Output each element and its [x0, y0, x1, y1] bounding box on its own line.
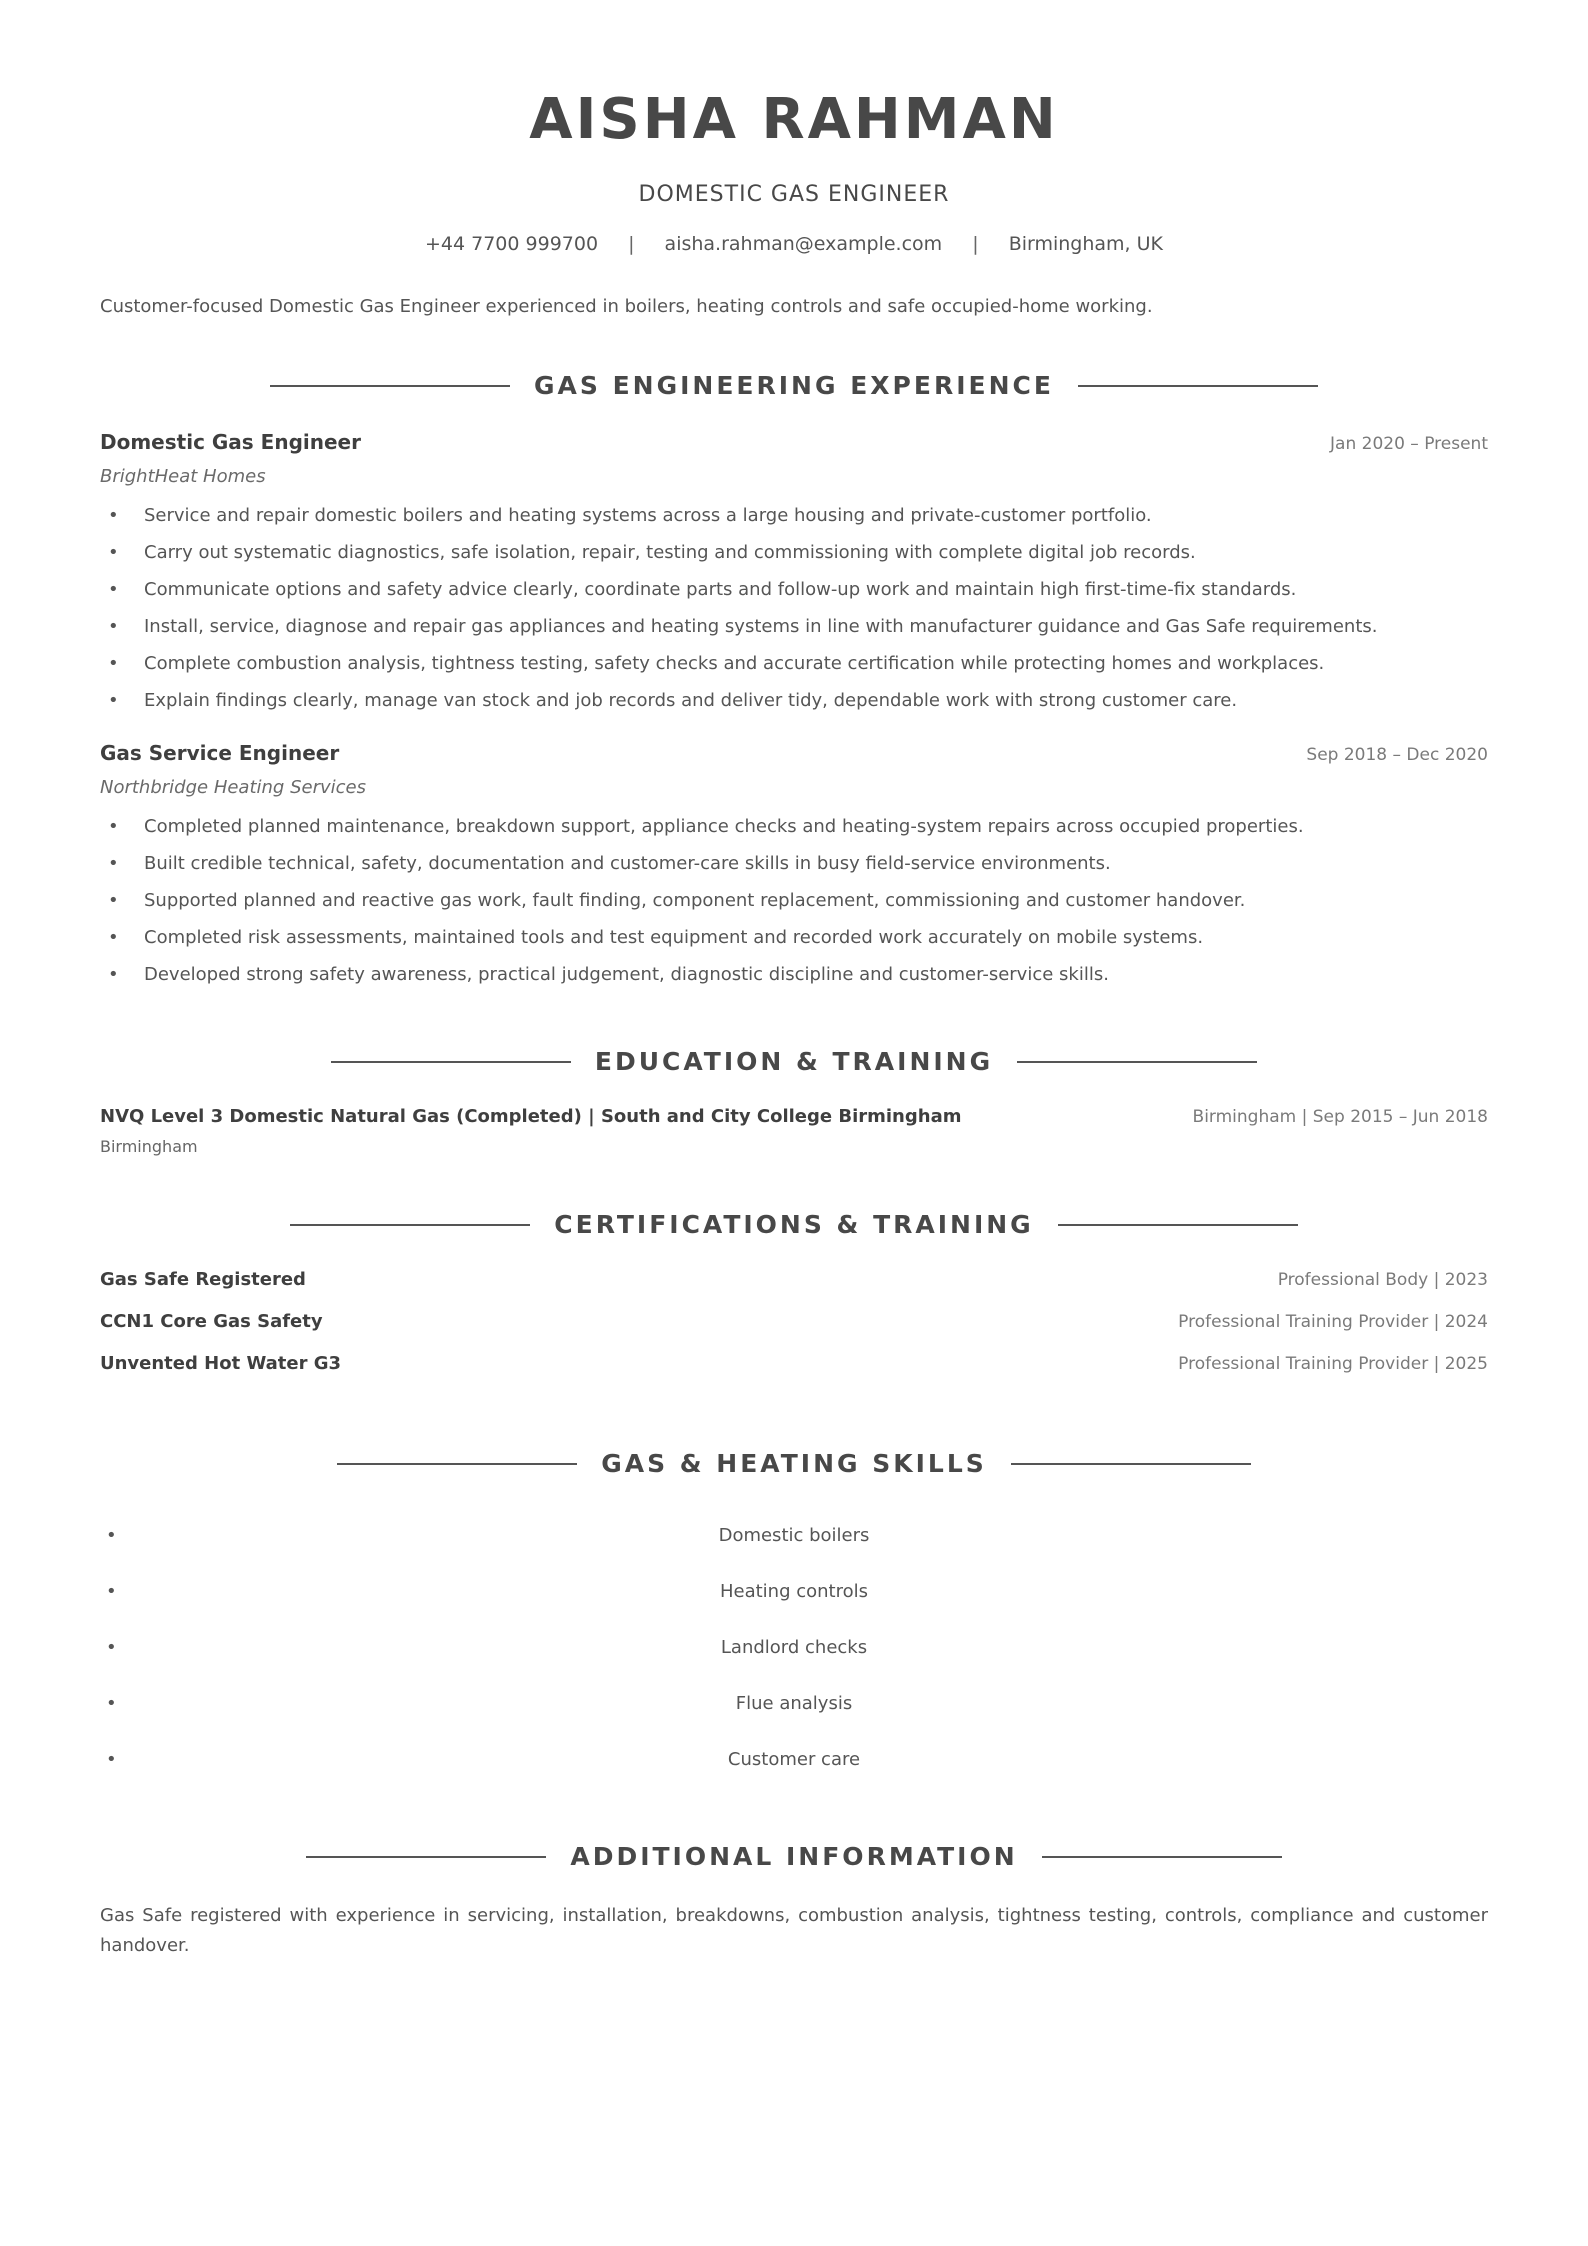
section-title: CERTIFICATIONS & TRAINING	[554, 1210, 1034, 1239]
job-bullet: • Supported planned and reactive gas work, fault finding, component replacement, commissioning and customer handover.	[100, 882, 1488, 919]
certification-title: Gas Safe Registered	[100, 1269, 306, 1290]
contact-separator: |	[972, 233, 979, 255]
skills-list	[100, 1508, 1488, 1788]
education-entry	[100, 1106, 1488, 1156]
job-dates: Sep 2018 – Dec 2020	[1306, 745, 1488, 765]
certification-title: CCN1 Core Gas Safety	[100, 1311, 323, 1332]
job-bullet: • Carry out systematic diagnostics, safe isolation, repair, testing and commissioning with complete digital job records.	[100, 534, 1488, 571]
heading-rule	[337, 1463, 577, 1465]
job-company: BrightHeat Homes	[100, 466, 266, 487]
education-section-heading	[100, 1047, 1488, 1076]
heading-rule	[331, 1061, 571, 1063]
job-bullets	[100, 808, 1488, 993]
section-title: GAS & HEATING SKILLS	[601, 1449, 987, 1478]
job-bullet: • Communicate options and safety advice clearly, coordinate parts and follow-up work and maintain high first-time-fix standards.	[100, 571, 1488, 608]
education-meta: Birmingham | Sep 2015 – Jun 2018	[1192, 1107, 1488, 1127]
job-bullet: • Developed strong safety awareness, practical judgement, diagnostic discipline and customer-service skills.	[100, 956, 1488, 993]
heading-rule	[306, 1856, 546, 1858]
certification-entry	[100, 1269, 1488, 1311]
job-bullet: • Built credible technical, safety, documentation and customer-care skills in busy field-service environments.	[100, 845, 1488, 882]
education-location: Birmingham	[100, 1137, 198, 1156]
summary: Customer-focused Domestic Gas Engineer experienced in boilers, heating controls and safe occupied-home working.	[100, 296, 1153, 317]
additional-information: Gas Safe registered with experience in servicing, installation, breakdowns, combustion analysis, tightness testing, controls, compliance and customer handover.	[100, 1905, 1488, 1956]
skill-item: • Heating controls	[100, 1564, 1488, 1620]
skill-item: • Domestic boilers	[100, 1508, 1488, 1564]
heading-rule	[290, 1224, 530, 1226]
certification-meta: Professional Training Provider | 2025	[1178, 1354, 1488, 1374]
job-company: Northbridge Heating Services	[100, 777, 366, 798]
additional-section-heading	[100, 1842, 1488, 1871]
job-bullet: • Complete combustion analysis, tightness testing, safety checks and accurate certification while protecting homes and workplaces.	[100, 645, 1488, 682]
job-bullet: • Service and repair domestic boilers and heating systems across a large housing and private-customer portfolio.	[100, 497, 1488, 534]
contact-phone: +44 7700 999700	[424, 233, 599, 255]
candidate-role: DOMESTIC GAS ENGINEER	[638, 182, 950, 207]
education-title: NVQ Level 3 Domestic Natural Gas (Completed) | South and City College Birmingham	[100, 1106, 962, 1127]
candidate-name: AISHA RAHMAN	[529, 87, 1059, 152]
section-title: EDUCATION & TRAINING	[594, 1047, 994, 1076]
heading-rule	[270, 385, 510, 387]
certification-meta: Professional Body | 2023	[1277, 1270, 1488, 1290]
job-bullet: • Completed risk assessments, maintained tools and test equipment and recorded work accurately on mobile systems.	[100, 919, 1488, 956]
certification-entry	[100, 1311, 1488, 1353]
heading-rule	[1058, 1224, 1298, 1226]
job-entry	[100, 741, 1488, 993]
job-bullet: • Install, service, diagnose and repair gas appliances and heating systems in line with manufacturer guidance and Gas Safe requirements.	[100, 608, 1488, 645]
skill-item: • Customer care	[100, 1732, 1488, 1788]
heading-rule	[1078, 385, 1318, 387]
job-title: Gas Service Engineer	[100, 741, 340, 765]
job-bullet: • Completed planned maintenance, breakdown support, appliance checks and heating-system repairs across occupied properties.	[100, 808, 1488, 845]
job-bullet: • Explain findings clearly, manage van stock and job records and deliver tidy, dependable work with strong customer care.	[100, 682, 1488, 719]
skills-section-heading	[100, 1449, 1488, 1478]
job-bullets	[100, 497, 1488, 719]
heading-rule	[1011, 1463, 1251, 1465]
job-dates: Jan 2020 – Present	[1330, 434, 1488, 454]
experience-section-heading	[100, 371, 1488, 400]
skill-item: • Landlord checks	[100, 1620, 1488, 1676]
heading-rule	[1017, 1061, 1257, 1063]
certifications-section-heading	[100, 1210, 1488, 1239]
contact-email: aisha.rahman@example.com	[664, 233, 943, 255]
certification-meta: Professional Training Provider | 2024	[1178, 1312, 1488, 1332]
skill-item: • Flue analysis	[100, 1676, 1488, 1732]
section-title: ADDITIONAL INFORMATION	[570, 1842, 1018, 1871]
contact-location: Birmingham, UK	[1008, 233, 1164, 255]
certification-title: Unvented Hot Water G3	[100, 1353, 342, 1374]
job-entry	[100, 430, 1488, 719]
contact-line	[100, 233, 1488, 255]
section-title: GAS ENGINEERING EXPERIENCE	[534, 371, 1054, 400]
heading-rule	[1042, 1856, 1282, 1858]
job-title: Domestic Gas Engineer	[100, 430, 361, 454]
contact-separator: |	[628, 233, 635, 255]
certification-entry	[100, 1353, 1488, 1395]
